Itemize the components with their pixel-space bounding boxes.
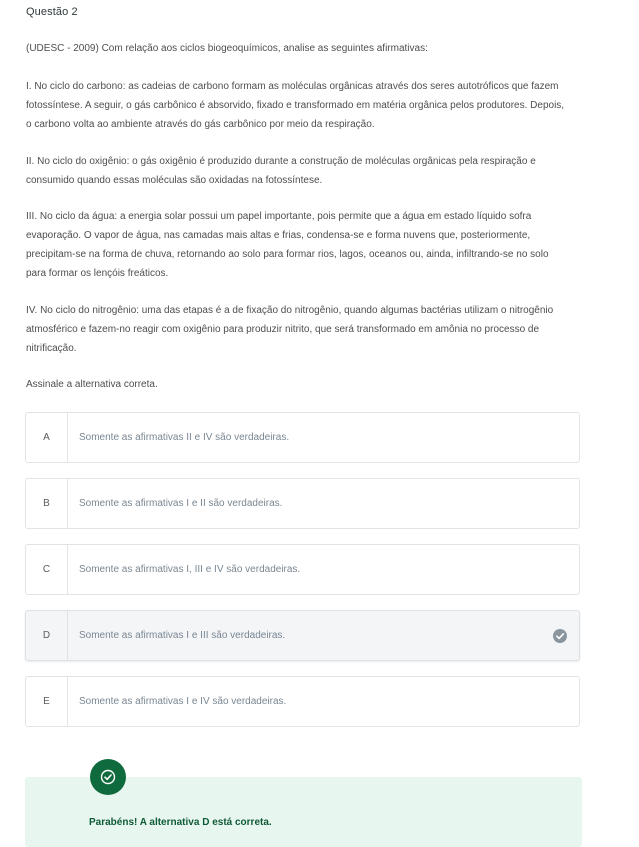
question-prompt: Assinale a alternativa correta. [26,379,158,390]
question-intro: (UDESC - 2009) Com relação aos ciclos biogeoquímicos, analise as seguintes afirmativas: [26,43,428,54]
option-letter: D [26,611,68,660]
option-text: Somente as afirmativas I, III e IV são verdadeiras. [79,564,301,575]
question-title: Questão 2 [26,6,78,18]
option-a[interactable] [25,412,580,463]
check-circle-icon [553,629,567,643]
statement-3: III. No ciclo da água: a energia solar possui um papel importante, pois permite que a água em estado líquido sofra evaporação. O vapor de água, nas camadas mais altas e frias, condensa-se e forma nuvens que, posteriormente, precipitam-se na forma de chuva, retornando ao solo para formar rios, lagos, oceanos ou, ainda, infiltrando-se no solo para formar os lençóis freáticos. [26,211,549,279]
option-c[interactable] [25,544,580,595]
statement-1: I. No ciclo do carbono: as cadeias de carbono formam as moléculas orgânicas através dos seres autotróficos que fazem fotossíntese. A seguir, o gás carbônico é absorvido, fixado e transformado em matéria orgânica pelos produtores. Depois, o carbono volta ao ambiente através do gás carbônico por meio da respiração. [26,81,565,130]
success-check-icon [90,759,126,795]
statement-4: IV. No ciclo do nitrogênio: uma das etapas é a de fixação do nitrogênio, quando algumas bactérias utilizam o nitrogênio atmosférico e fazem-no reagir com oxigênio para produzir nitrito, que será transformado em amônia no processo de nitrificação. [26,305,554,354]
option-letter: C [26,545,68,594]
statement-2: II. No ciclo do oxigênio: o gás oxigênio é produzido durante a construção de moléculas orgânicas pela respiração e consumido quando essas moléculas são oxidadas na fotossíntese. [26,156,536,186]
option-b[interactable] [25,478,580,529]
option-letter: B [26,479,68,528]
feedback-message: Parabéns! A alternativa D está correta. [89,817,272,828]
option-letter: E [26,677,68,726]
option-text: Somente as afirmativas II e IV são verdadeiras. [79,432,290,443]
option-e[interactable] [25,676,580,727]
option-text: Somente as afirmativas I e IV são verdadeiras. [79,696,287,707]
option-d[interactable] [25,610,580,661]
option-text: Somente as afirmativas I e III são verdadeiras. [79,630,286,641]
option-letter: A [26,413,68,462]
option-text: Somente as afirmativas I e II são verdadeiras. [79,498,283,509]
